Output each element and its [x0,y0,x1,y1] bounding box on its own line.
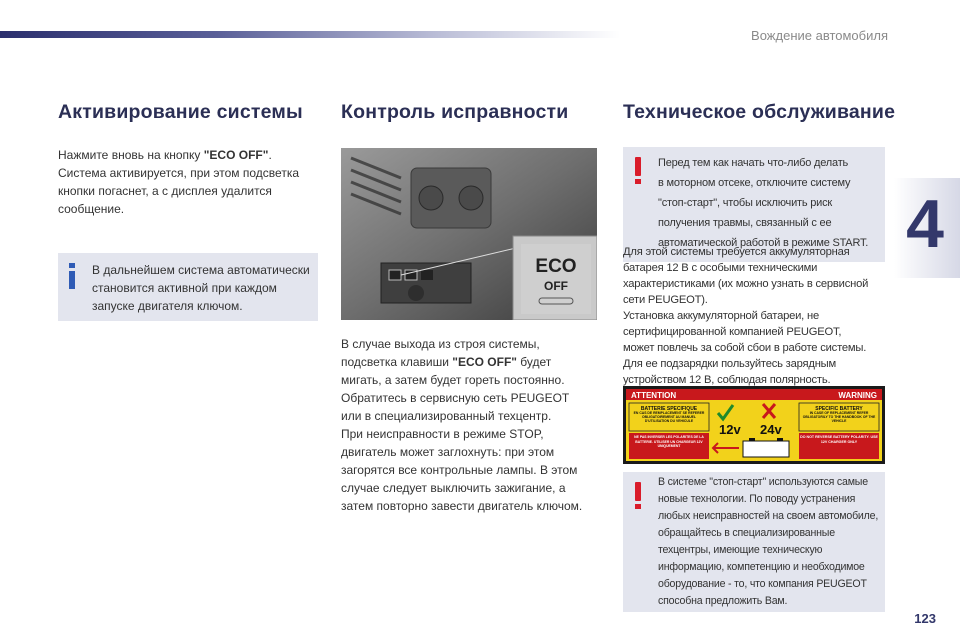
label-12v: 12v [719,422,741,437]
label-right-sub: IN CASE OF REPLACEMENT REFER OBLIGATORILY TO THE HANDBOOK OF THE VEHICLE [802,411,876,423]
info-box [58,253,318,321]
info-icon [68,263,76,289]
col2-title: Контроль исправности [341,101,569,123]
col3-title: Техническое обслуживание [623,101,896,123]
warning-icon [634,482,642,510]
col3-paragraph: Для этой системы требуется аккумуляторная батарея 12 В с особыми техническими характеристиками (их можно узнать в сервисной сети PEUGEOT). Установка аккумуляторной батареи, не сертифицированной компанией PEUGEOT, может повлечь за собой сбои в работе системы. Для ее подзарядки пользуйтесь зарядным устройством 12 В, соблюдая полярность. [623,246,869,386]
label-left-title: BATTERIE SPECIFIQUE [640,406,698,412]
warning-text-1: Перед тем как начать что-либо делать в моторном отсеке, отключите систему "стоп-старт", чтобы исключить риск получения травмы, связанный с ее автоматической работой в режиме START. [658,157,869,249]
col1-line-2: кнопки погаснет, а с дисплея удалится [58,184,272,198]
warning-icon [634,157,642,185]
col1-paragraph [58,146,320,218]
col1-line-1: Система активируется, при этом подсветка [58,166,300,180]
chapter-number: 4 [906,186,944,262]
label-left-sub2: NE PAS INVERSER LES POLARITES DE LA BATTERIE. UTILISER UN CHARGEUR 12V UNIQUEMENT [634,435,704,448]
battery-warning-label [623,386,885,464]
warning-box-2 [623,472,885,612]
label-right-title: SPECIFIC BATTERY [815,406,863,412]
page-number: 123 [914,611,936,626]
eco-off-button-photo [341,148,597,320]
info-text: В дальнейшем система автоматически становится активной при каждом запуске двигателя ключом. [92,263,310,313]
label-right-sub2: DO NOT REVERSE BATTERY POLARITY. USE 12V CHARGER ONLY [800,435,878,444]
label-left-header: ATTENTION [631,391,677,400]
col2-paragraph: В случае выхода из строя системы, подсветка клавиши "ECO OFF" будет мигать, а затем будет гореть постоянно. Обратитесь в сервисную сеть PEUGEOT или в специализированный техцентр. При неисправности в режиме STOP, двигатель может заглохнуть: при этом загорятся все контрольные лампы. В этом случае следует выключить зажигание, а затем повторно завести двигатель ключом. [341,337,583,513]
eco-label: ECO [535,256,577,277]
label-24v: 24v [760,422,782,437]
off-label: OFF [544,279,568,293]
col1-line-0: Нажмите вновь на кнопку "ECO OFF". [58,148,272,162]
section-title: Вождение автомобиля [751,28,888,43]
label-left-sub: EN CAS DE REMPLACEMENT SE REFERER OBLIGATOIREMENT AU MANUEL D'UTILISATION DU VEHICULE [633,411,705,423]
header-bar [0,31,620,38]
col1-line-3: сообщение. [58,202,125,216]
col1-title: Активирование системы [58,101,303,123]
warning-text-2: В системе "стоп-старт" используются самые новые технологии. По поводу устранения любых неисправностей на своем автомобиле, обращайтесь в специализированные техцентры, имеющие техническую информацию, компетенцию и необходимое оборудование - то, что компания PEUGEOT способна предложить Вам. [658,476,879,607]
label-right-header: WARNING [838,391,877,400]
